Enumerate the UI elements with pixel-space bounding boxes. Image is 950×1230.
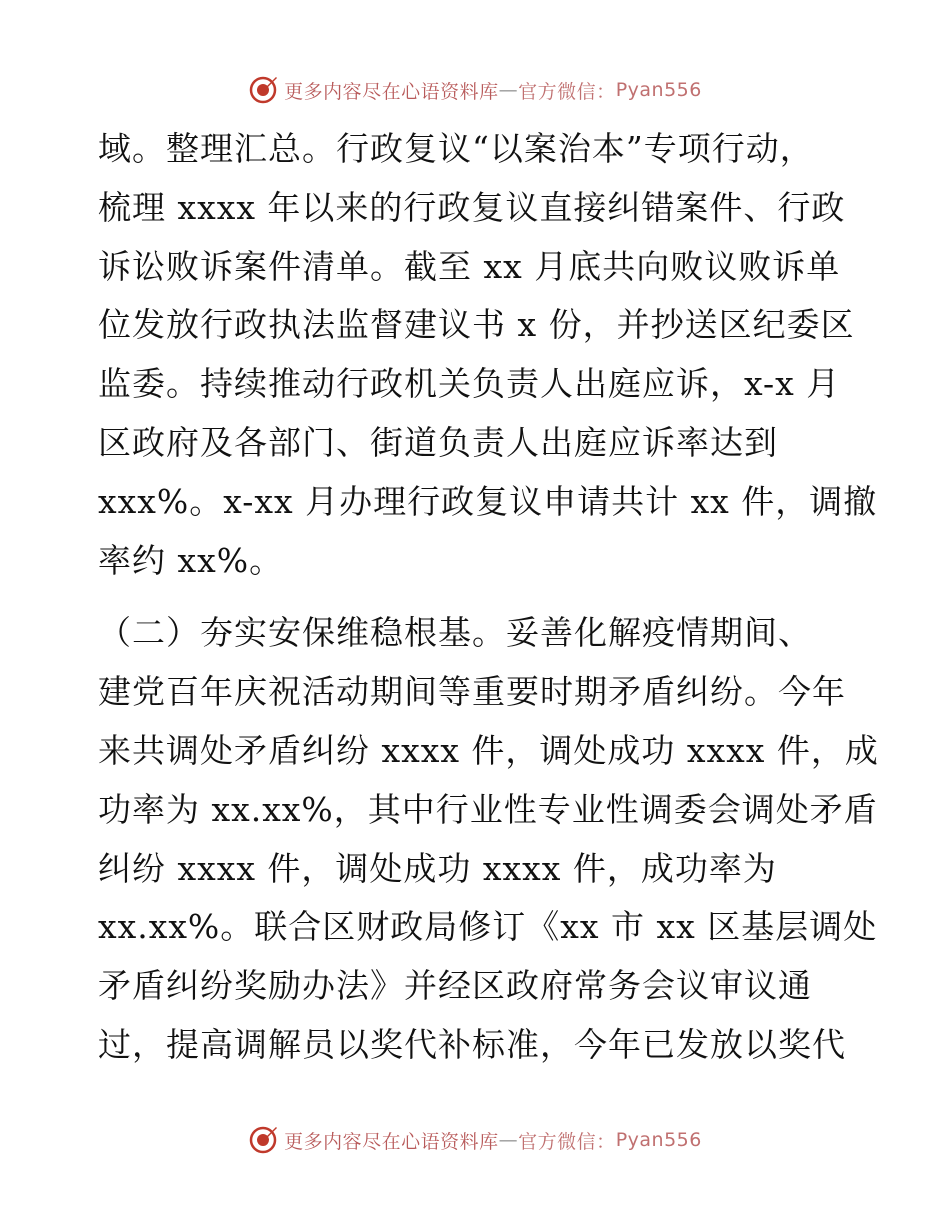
text-line: 纠纷 xxxx 件，调处成功 xxxx 件，成功率为: [98, 848, 777, 888]
document-body: [98, 120, 879, 1075]
text-line: 建党百年庆祝活动期间等重要时期矛盾纠纷。今年: [98, 672, 846, 712]
watermark-wechat-id: Pyan556: [615, 1129, 702, 1151]
watermark-wechat-label: 官方微信：: [518, 1130, 616, 1153]
text-line: （二）夯实安保维稳根基。妥善化解疫情期间、: [98, 613, 812, 653]
watermark-separator: —: [498, 79, 519, 101]
text-line: 率约 xx%。: [98, 540, 284, 580]
text-line: 域。整理汇总。行政复议“以案治本”专项行动，: [98, 129, 814, 168]
text-line: 位发放行政执法监督建议书 x 份，并抄送区纪委区: [98, 305, 855, 345]
watermark-site-text: 更多内容尽在心语资料库: [284, 80, 499, 103]
header-watermark: [0, 70, 950, 110]
text-line: 功率为 xx.xx%，其中行业性专业性调委会调处矛盾: [98, 789, 878, 829]
paragraph-1: [98, 120, 878, 590]
text-line: 区政府及各部门、街道负责人出庭应诉率达到: [98, 422, 778, 462]
footer-watermark: [0, 1120, 950, 1160]
text-line: 过，提高调解员以奖代补标准，今年已发放以奖代: [98, 1024, 846, 1064]
watermark-wechat-label: 官方微信：: [518, 80, 616, 103]
text-line: 监委。持续推动行政机关负责人出庭应诉，x-x 月: [98, 364, 841, 404]
text-line: xxx%。x-xx 月办理行政复议申请共计 xx 件，调撤: [98, 481, 878, 521]
text-line: 矛盾纠纷奖励办法》并经区政府常务会议审议通: [98, 966, 812, 1006]
watermark-separator: —: [498, 1129, 519, 1151]
pen-logo-icon: [248, 75, 278, 105]
paragraph-2: [98, 604, 879, 1074]
pen-logo-icon: [248, 1125, 278, 1155]
watermark-site-text: 更多内容尽在心语资料库: [284, 1130, 499, 1153]
watermark-wechat-id: Pyan556: [615, 79, 702, 101]
text-line: 来共调处矛盾纠纷 xxxx 件，调处成功 xxxx 件，成: [98, 730, 879, 770]
text-line: xx.xx%。联合区财政局修订《xx 市 xx 区基层调处: [98, 907, 878, 947]
text-line: 诉讼败诉案件清单。截至 xx 月底共向败议败诉单: [98, 246, 841, 286]
text-line: 梳理 xxxx 年以来的行政复议直接纠错案件、行政: [98, 187, 846, 227]
